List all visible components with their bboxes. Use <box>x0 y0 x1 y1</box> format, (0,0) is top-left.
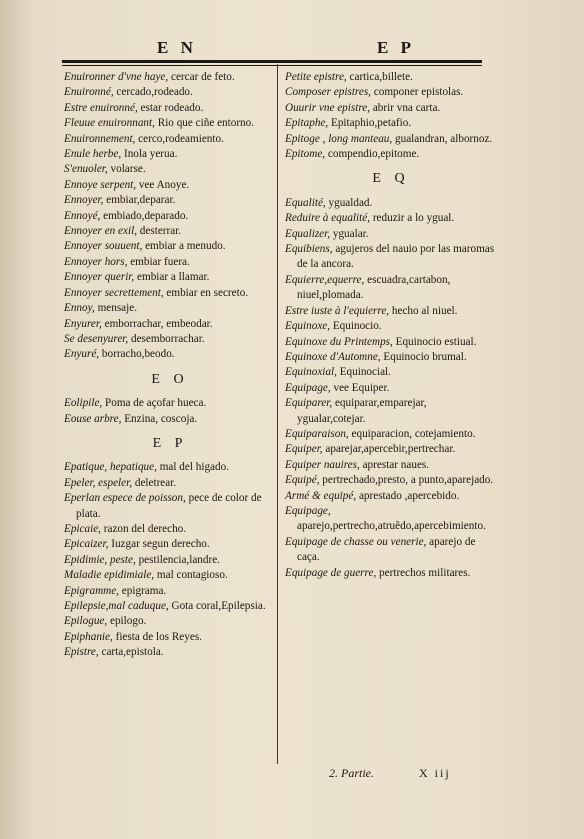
entry-translation: razon del derecho. <box>103 522 187 535</box>
entry-translation: pertrechos militares. <box>379 566 471 579</box>
entry-headword: Ennoyer secrettement, <box>64 286 164 299</box>
dictionary-entry <box>64 132 276 147</box>
entry-translation: compendio,epitome. <box>327 148 420 161</box>
entry-headword: Armé & equipé, <box>285 489 357 502</box>
entry-headword: Ennoyer, <box>64 194 104 207</box>
entry-translation: Enzina, coscoja. <box>124 412 198 425</box>
column-divider <box>277 64 278 764</box>
section-heading-ep: E P <box>152 435 188 451</box>
dictionary-entry <box>64 70 276 85</box>
dictionary-entry <box>64 332 276 347</box>
entry-translation: cerco,rodeamiento. <box>138 132 224 145</box>
entry-translation: Equinocio. <box>332 320 382 333</box>
dictionary-entry <box>285 489 497 504</box>
entry-translation: mal contagioso. <box>156 569 228 582</box>
entry-translation: mal del higado. <box>159 461 229 474</box>
dictionary-entry <box>64 317 276 332</box>
dictionary-entry <box>285 273 497 304</box>
entry-translation: aprestar naues. <box>362 458 430 471</box>
dictionary-entry <box>64 116 276 131</box>
entry-headword: Estre enuironné, <box>64 101 138 114</box>
right-entries-eq <box>285 196 497 581</box>
dictionary-entry <box>285 458 497 473</box>
entry-headword: Epeler, espeler, <box>64 476 133 489</box>
header-rule <box>62 60 482 63</box>
dictionary-entry <box>285 396 497 427</box>
section-heading-eq: E Q <box>372 171 410 187</box>
dictionary-entry <box>285 350 497 365</box>
dictionary-entry <box>285 335 497 350</box>
left-entries-eo <box>64 396 276 427</box>
entry-translation: pertrechado,presto, a punto,aparejado. <box>322 474 494 487</box>
dictionary-entry <box>285 132 497 147</box>
entry-headword: Epatique, hepatique, <box>64 461 157 474</box>
dictionary-entry <box>64 101 276 116</box>
entry-translation: agujeros del nauio por las maromas de la ancora. <box>297 243 495 271</box>
dictionary-entry <box>64 270 276 285</box>
entry-headword: Epigramme, <box>64 584 119 597</box>
section-heading-eo: E O <box>151 371 189 387</box>
entry-translation: pestilencia,landre. <box>138 553 220 566</box>
entry-headword: Enyuré, <box>64 348 100 361</box>
entry-translation: embiar a llamar. <box>137 271 210 284</box>
entry-headword: Equiparer, <box>285 397 333 410</box>
dictionary-entry <box>285 473 497 488</box>
entry-headword: Epiphanie, <box>64 630 113 643</box>
dictionary-entry <box>64 537 276 552</box>
dictionary-entry <box>285 566 497 581</box>
entry-headword: Ennoyé, <box>64 209 101 222</box>
dictionary-entry <box>64 209 276 224</box>
dictionary-entry <box>64 301 276 316</box>
entry-translation: vee Equiper. <box>333 381 390 394</box>
entry-translation: vee Anoye. <box>138 178 190 191</box>
dictionary-entry <box>285 101 497 116</box>
dictionary-entry <box>285 227 497 242</box>
entry-headword: Equinoxe d'Automne, <box>285 350 381 363</box>
dictionary-entry <box>285 365 497 380</box>
entry-headword: Fleuue enuironnant, <box>64 117 155 130</box>
entry-translation: Rio que ciñe entorno. <box>157 117 255 130</box>
dictionary-entry <box>64 460 276 475</box>
entry-headword: Enuironnement, <box>64 132 136 145</box>
dictionary-entry <box>64 255 276 270</box>
entry-headword: Epitoge , long manteau, <box>285 132 393 145</box>
dictionary-entry <box>64 630 276 645</box>
entry-translation: Equinocio brumal. <box>383 350 467 363</box>
entry-headword: Equipage de guerre, <box>285 566 377 579</box>
entry-translation: Equinocial. <box>339 366 391 379</box>
entry-headword: Equalité, <box>285 196 326 209</box>
entry-translation: embiar a menudo. <box>145 240 226 253</box>
entry-translation: ygualar. <box>332 227 369 240</box>
entry-translation: Epitaphio,petafio. <box>331 117 412 130</box>
entry-headword: Equipé, <box>285 474 320 487</box>
entry-headword: Ennoye serpent, <box>64 178 137 191</box>
entry-headword: Equibiens, <box>285 243 333 256</box>
dictionary-entry <box>64 645 276 660</box>
dictionary-entry <box>64 239 276 254</box>
entry-translation: reduzir a lo ygual. <box>372 212 455 225</box>
dictionary-entry <box>64 412 276 427</box>
entry-headword: Ennoyer querir, <box>64 271 135 284</box>
dictionary-entry <box>285 535 497 566</box>
dictionary-entry <box>64 553 276 568</box>
dictionary-entry <box>64 396 276 411</box>
entry-translation: equiparacion, cotejamiento. <box>351 427 476 440</box>
dictionary-entry <box>285 381 497 396</box>
entry-translation: borracho,beodo. <box>101 348 175 361</box>
entry-translation: pece de color de plata. <box>76 492 262 520</box>
entry-headword: Equipage de chasse ou venerie, <box>285 535 427 548</box>
entry-headword: Eouse arbre, <box>64 412 122 425</box>
header-rule-thin <box>62 65 482 66</box>
entry-headword: Epilepsie,mal caduque, <box>64 600 169 612</box>
entry-headword: Petite epistre, <box>285 71 347 83</box>
dictionary-entry <box>285 304 497 319</box>
dictionary-entry <box>64 193 276 208</box>
signature-mark: X iij <box>419 766 451 780</box>
dictionary-entry <box>64 476 276 491</box>
entry-translation: escuadra,cartabon, niuel,plomada. <box>297 273 451 302</box>
entry-translation: embiar fuera. <box>130 255 190 268</box>
entry-translation: embiar,deparar. <box>106 194 176 207</box>
entry-headword: Equiparaison, <box>285 427 349 440</box>
dictionary-entry <box>64 491 276 522</box>
entry-headword: Eperlan espece de poisson, <box>64 492 186 505</box>
entry-translation: epigrama. <box>121 584 167 597</box>
entry-translation: Iuzgar segun derecho. <box>111 538 210 551</box>
entry-headword: Maladie epidimiale, <box>64 569 155 582</box>
dictionary-entry <box>285 319 497 334</box>
dictionary-entry <box>285 242 497 273</box>
entry-translation: aparejar,apercebir,pertrechar. <box>325 443 456 456</box>
dictionary-entry <box>285 504 497 535</box>
dictionary-entry <box>64 614 276 629</box>
dictionary-entry <box>64 224 276 239</box>
entry-headword: Enuironné, <box>64 86 114 99</box>
header-right: E P <box>377 38 415 57</box>
dictionary-entry <box>64 178 276 193</box>
dictionary-entry <box>64 584 276 599</box>
dictionary-entry <box>285 85 497 100</box>
dictionary-entry <box>64 347 276 362</box>
entry-translation: carta,epistola. <box>101 646 164 659</box>
entry-translation: estar rodeado. <box>140 101 204 114</box>
entry-translation: volarse. <box>110 163 146 176</box>
entry-headword: Equalizer, <box>285 227 331 240</box>
header-left: E N <box>157 38 197 57</box>
dictionary-entry <box>64 522 276 537</box>
entry-translation: deletrear. <box>134 476 177 489</box>
entry-translation: gualandran, albornoz. <box>395 132 493 145</box>
entry-headword: Epistre, <box>64 646 99 659</box>
entry-translation: fiesta de los Reyes. <box>115 630 202 643</box>
entry-headword: Epilogue, <box>64 615 108 628</box>
entry-translation: aparejo de caça. <box>297 535 476 564</box>
entry-headword: Epicaizer, <box>64 538 109 551</box>
entry-headword: Equinoxe du Printemps, <box>285 335 393 348</box>
dictionary-entry <box>64 599 276 614</box>
entry-headword: Equiper, <box>285 443 323 456</box>
entry-headword: S'enuoler, <box>64 163 108 176</box>
entry-headword: Se desenyurer, <box>64 332 129 345</box>
dictionary-entry <box>285 116 497 131</box>
entry-headword: Eolipile, <box>64 397 103 410</box>
dictionary-entry <box>64 162 276 177</box>
entry-headword: Enyurer, <box>64 317 102 330</box>
entry-translation: desemborrachar. <box>131 332 205 345</box>
entry-headword: Equinoxe, <box>285 320 331 333</box>
right-entries <box>285 70 497 162</box>
entry-translation: cartica,billete. <box>349 71 413 83</box>
entry-headword: Ennoyer hors, <box>64 255 128 268</box>
entry-translation: emborrachar, embeodar. <box>104 317 213 330</box>
entry-headword: Reduire à equalité, <box>285 212 371 225</box>
entry-headword: Composer epistres, <box>285 86 371 99</box>
entry-translation: Equinocio estiual. <box>395 335 477 348</box>
dictionary-entry <box>64 568 276 583</box>
entry-headword: Ennoyer souuent, <box>64 240 143 253</box>
left-column <box>64 70 276 661</box>
entry-translation: equiparar,emparejar, ygualar,cotejar. <box>297 397 427 425</box>
entry-translation: cercado,rodeado. <box>116 86 193 99</box>
dictionary-entry <box>285 442 497 457</box>
dictionary-entry <box>64 85 276 100</box>
entry-translation: Gota coral,Epilepsia. <box>171 600 266 612</box>
entry-translation: epilogo. <box>110 615 147 628</box>
entry-headword: Ouurir vne epistre, <box>285 101 371 114</box>
entry-translation: mensaje. <box>97 302 138 315</box>
dictionary-entry <box>285 196 497 211</box>
entry-headword: Estre iuste à l'equierre, <box>285 304 390 317</box>
left-entries <box>64 70 276 363</box>
right-column <box>285 70 497 581</box>
entry-headword: Enuironner d'vne haye, <box>64 71 169 83</box>
left-entries-ep <box>64 460 276 660</box>
dictionary-entry <box>64 147 276 162</box>
entry-headword: Epicaie, <box>64 522 101 535</box>
entry-translation: hecho al niuel. <box>391 304 458 317</box>
dictionary-entry <box>285 70 497 85</box>
entry-translation: Poma de açofar hueca. <box>105 397 207 410</box>
entry-headword: Ennoy, <box>64 302 95 315</box>
entry-headword: Equipage, <box>285 381 331 394</box>
entry-translation: embiar en secreto. <box>166 286 249 299</box>
dictionary-entry <box>285 427 497 442</box>
dictionary-entry <box>285 147 497 162</box>
entry-translation: embiado,deparado. <box>103 209 189 222</box>
entry-translation: ygualdad. <box>328 196 373 209</box>
entry-translation: componer epistolas. <box>373 86 464 99</box>
running-header <box>62 38 482 60</box>
entry-translation: cercar de feto. <box>171 71 235 83</box>
entry-headword: Equinoxial, <box>285 366 337 379</box>
entry-headword: Ennoyer en exil, <box>64 225 137 238</box>
entry-translation: abrir vna carta. <box>372 101 441 114</box>
entry-translation: Inola yerua. <box>123 148 178 161</box>
entry-headword: Equiper nauires, <box>285 458 360 471</box>
part-label: 2. Partie. <box>329 766 374 780</box>
entry-headword: Enule herbe, <box>64 148 122 161</box>
entry-headword: Equierre,equerre, <box>285 273 365 286</box>
entry-translation: aparejo,pertrecho,atruẽdo,apercebimiento. <box>297 520 486 533</box>
dictionary-entry <box>64 286 276 301</box>
entry-headword: Epidimie, peste, <box>64 553 136 566</box>
entry-headword: Epitome, <box>285 148 326 161</box>
entry-headword: Epitaphe, <box>285 117 329 130</box>
entry-translation: desterrar. <box>139 225 182 238</box>
entry-translation: aprestado ,apercebido. <box>358 489 460 502</box>
dictionary-entry <box>285 211 497 226</box>
entry-headword: Equipage, <box>285 504 331 517</box>
